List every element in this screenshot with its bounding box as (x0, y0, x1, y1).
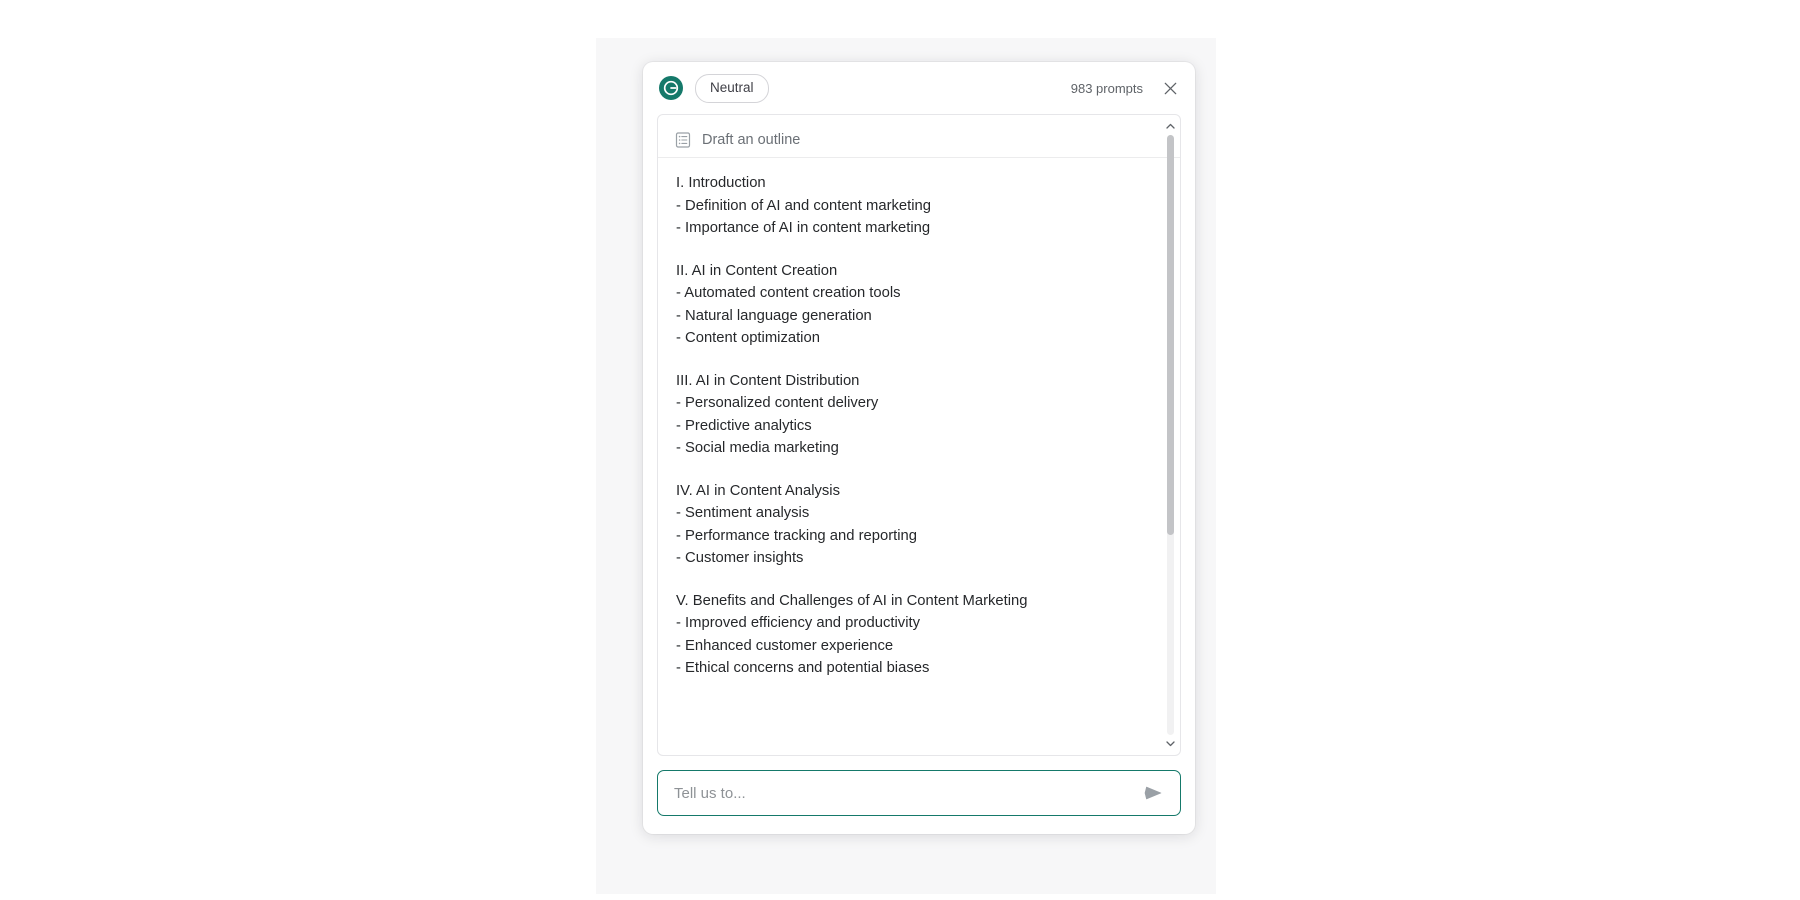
card-footer (643, 756, 1195, 834)
close-icon[interactable] (1159, 77, 1181, 99)
outline-document-icon (674, 131, 692, 149)
outline-bullet: - Definition of AI and content marketing (676, 197, 931, 214)
result-panel (657, 114, 1181, 756)
outline-bullet: - Social media marketing (676, 440, 839, 456)
outline-bullet: - Predictive analytics (676, 417, 812, 434)
outline-section (676, 480, 1162, 570)
outline-bullet: - Content optimization (676, 330, 820, 346)
outline-heading: I. Introduction (676, 175, 766, 191)
outline-bullet: - Importance of AI in content marketing (676, 220, 931, 236)
outline-bullet: - Sentiment analysis (676, 505, 810, 521)
tone-selector-chip[interactable]: Neutral (695, 74, 769, 103)
outline-heading: III. AI in Content Distribution (676, 372, 860, 389)
outline-bullet: - Automated content creation tools (676, 285, 901, 301)
chevron-up-icon[interactable] (1165, 121, 1176, 132)
send-icon[interactable] (1140, 780, 1166, 806)
scrollbar-thumb[interactable] (1167, 135, 1174, 535)
composer[interactable] (657, 770, 1181, 816)
prompt-input[interactable] (672, 784, 1140, 803)
result-header-label: Draft an outline (702, 132, 801, 148)
outline-section (676, 260, 1162, 350)
card-header (643, 62, 1195, 114)
outline-bullet: - Customer insights (676, 550, 804, 566)
assistant-card (643, 62, 1195, 834)
outline-heading: V. Benefits and Challenges of AI in Content Marketing (676, 592, 1028, 609)
chevron-down-icon[interactable] (1165, 738, 1176, 749)
prompt-count-label: 983 prompts (1070, 80, 1143, 96)
outline-bullet: - Ethical concerns and potential biases (676, 660, 930, 676)
outline-heading: IV. AI in Content Analysis (676, 482, 840, 499)
scrollbar[interactable] (1165, 121, 1176, 749)
outline-section (676, 172, 1162, 240)
outline-bullet: - Enhanced customer experience (676, 637, 894, 654)
outline-bullet: - Natural language generation (676, 307, 872, 324)
outline-section (676, 590, 1162, 680)
outline-section (676, 370, 1162, 460)
result-header (658, 115, 1180, 158)
outline-heading: II. AI in Content Creation (676, 262, 838, 279)
outline-bullet: - Personalized content delivery (676, 395, 879, 411)
grammarly-logo-icon (659, 76, 683, 100)
outline-content (658, 158, 1180, 756)
outline-bullet: - Performance tracking and reporting (676, 527, 917, 544)
outline-bullet: - Improved efficiency and productivity (676, 615, 920, 631)
